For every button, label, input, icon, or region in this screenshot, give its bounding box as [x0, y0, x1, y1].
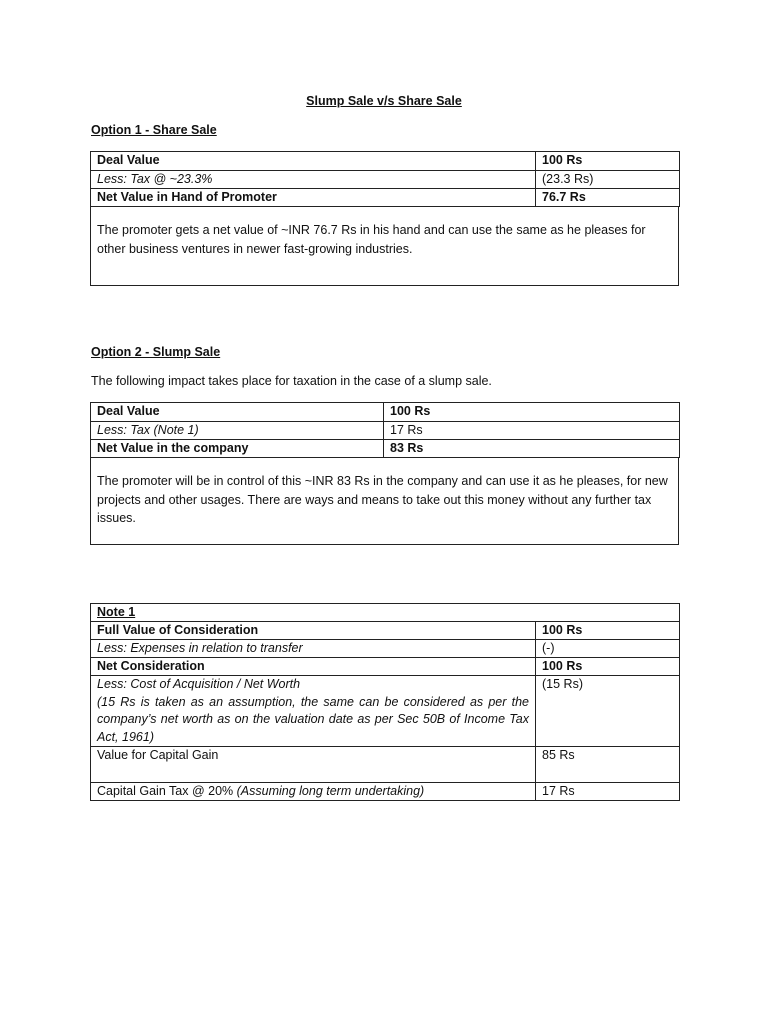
option1-heading: Option 1 - Share Sale [91, 123, 217, 137]
capital-gain-tax-cell [91, 783, 536, 801]
deal-value-label: Deal Value [91, 152, 536, 171]
net-consideration-label: Net Consideration [91, 658, 536, 676]
note1-heading: Note 1 [91, 604, 680, 622]
table-row [91, 604, 680, 622]
table-row [91, 658, 680, 676]
capital-gain-tax-amount: 17 Rs [536, 783, 680, 801]
value-for-capital-gain-label: Value for Capital Gain [91, 747, 536, 783]
cost-of-acquisition-cell [91, 676, 536, 747]
expenses-label: Less: Expenses in relation to transfer [91, 640, 536, 658]
table-row [91, 403, 680, 422]
option2-intro: The following impact takes place for taxation in the case of a slump sale. [91, 374, 492, 388]
table-row [91, 171, 680, 189]
value-for-capital-gain-amount: 85 Rs [536, 747, 680, 783]
option2-heading: Option 2 - Slump Sale [91, 345, 221, 359]
capital-gain-tax-label: Capital Gain Tax @ 20% [97, 784, 237, 798]
cost-of-acquisition-note: (15 Rs is taken as an assumption, the same can be considered as per the company’s net worth as on the valuation date as per Sec 50B of Income Tax Act, 1961) [97, 694, 529, 744]
table-row [91, 640, 680, 658]
cost-of-acquisition-amount: (15 Rs) [536, 676, 680, 747]
cost-of-acquisition-label: Less: Cost of Acquisition / Net Worth [97, 677, 301, 691]
table-row [91, 676, 680, 747]
option2-note-text: The promoter will be in control of this ~INR 83 Rs in the company and can use it as he pleases, for new projects and other usages. There are ways and means to take out this money without any further tax issues. [97, 474, 668, 525]
full-value-amount: 100 Rs [536, 622, 680, 640]
net-consideration-amount: 100 Rs [536, 658, 680, 676]
net-value-label: Net Value in Hand of Promoter [91, 189, 536, 207]
option2-note-box [90, 457, 679, 545]
full-value-label: Full Value of Consideration [91, 622, 536, 640]
less-tax-amount: (23.3 Rs) [536, 171, 680, 189]
option1-note-box [90, 206, 679, 286]
option1-note-text: The promoter gets a net value of ~INR 76.7 Rs in his hand and can use the same as he pleases for other business ventures in newer fast-growing industries. [97, 223, 646, 256]
table-row [91, 152, 680, 171]
capital-gain-tax-assumption: (Assuming long term undertaking) [236, 784, 425, 798]
table-row [91, 189, 680, 207]
less-tax-label: Less: Tax (Note 1) [91, 422, 384, 440]
table-row [91, 422, 680, 440]
table-row [91, 783, 680, 801]
deal-value-label: Deal Value [91, 403, 384, 422]
option1-table [90, 151, 680, 207]
net-value-label: Net Value in the company [91, 440, 384, 458]
deal-value-amount: 100 Rs [536, 152, 680, 171]
net-value-amount: 76.7 Rs [536, 189, 680, 207]
option2-table [90, 402, 680, 458]
table-row [91, 622, 680, 640]
expenses-amount: (-) [536, 640, 680, 658]
less-tax-amount: 17 Rs [384, 422, 680, 440]
table-row [91, 747, 680, 783]
less-tax-label: Less: Tax @ ~23.3% [91, 171, 536, 189]
deal-value-amount: 100 Rs [384, 403, 680, 422]
net-value-amount: 83 Rs [384, 440, 680, 458]
document-title: Slump Sale v/s Share Sale [306, 94, 462, 108]
note1-table [90, 603, 680, 801]
table-row [91, 440, 680, 458]
